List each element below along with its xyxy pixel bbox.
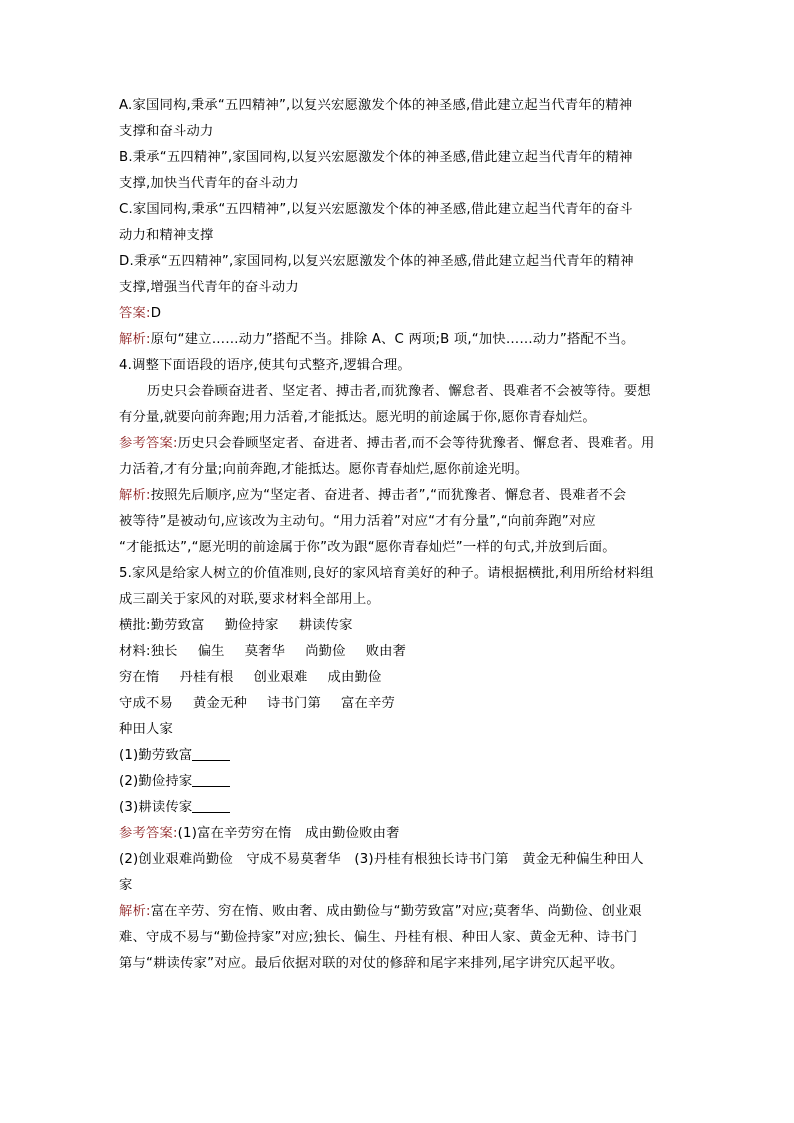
question-5-stem-line-1: 5.家风是给家人树立的价值准则,良好的家风培育美好的种子。请根据横批,利用所给材料组: [119, 566, 654, 581]
hengpi-label: 横批:: [119, 618, 151, 633]
q4-analysis-line-1: [119, 483, 677, 509]
answer-line: [119, 301, 677, 327]
material-line-1: [119, 639, 677, 665]
q5-reference-line-1: [119, 821, 677, 847]
hengpi-item: 勤俭持家: [224, 618, 279, 633]
analysis-text: 原句“建立……动力”搭配不当。排除 A、C 两项;B 项,“加快……动力”搭配不当。: [150, 332, 635, 347]
item-1-blank: [192, 744, 230, 761]
material-item: 丹桂有根: [179, 670, 234, 685]
material-item: 穷在惰: [119, 670, 160, 685]
material-line-3: [119, 691, 677, 717]
option-c-line-2: 动力和精神支撑: [119, 228, 214, 243]
analysis-label: 解析:: [119, 332, 151, 347]
q5-analysis-line-3: 第与“耕读传家”对应。最后依据对联的对仗的修辞和尾字来排列,尾字讲究仄起平收。: [119, 956, 624, 971]
hengpi-item: 耕读传家: [298, 618, 353, 633]
hengpi-item: 勤劳致富: [150, 618, 205, 633]
material-item: 守成不易: [119, 696, 173, 711]
q5-reference-line-3: 家: [119, 878, 133, 893]
q4-passage-line-2: 有分量,就要向前奔跑;用力活着,才能抵达。愿光明的前途属于你,愿你青春灿烂。: [119, 410, 596, 425]
answer-value: D: [150, 306, 162, 321]
item-1-line: [119, 743, 677, 769]
reference-label: 参考答案:: [119, 436, 178, 451]
option-a-line-1: A.家国同构,秉承“五四精神”,以复兴宏愿激发个体的神圣感,借此建立起当代青年的精神: [119, 98, 633, 113]
reference-text: 历史只会眷顾坚定者、奋进者、搏击者,而不会等待犹豫者、懈怠者、畏难者。用: [177, 436, 655, 451]
analysis-text: 富在辛劳、穷在惰、败由奢、成由勤俭与“勤劳致富”对应;莫奢华、尚勤俭、创业艰: [150, 904, 642, 919]
material-item: 尚勤俭: [305, 644, 346, 659]
answer-label: 答案:: [119, 306, 151, 321]
q4-passage-line-1: 历史只会眷顾奋进者、坚定者、搏击者,而犹豫者、懈怠者、畏难者不会被等待。要想: [147, 384, 651, 399]
material-item: 富在辛劳: [341, 696, 395, 711]
material-label: 材料:: [119, 644, 151, 659]
item-3-label: (3)耕读传家: [119, 800, 193, 815]
material-item: 黄金无种: [193, 696, 247, 711]
q5-analysis-line-1: [119, 899, 677, 925]
item-3-line: [119, 795, 677, 821]
reference-label: 参考答案:: [119, 826, 178, 841]
option-b-line-2: 支撑,加快当代青年的奋斗动力: [119, 176, 299, 191]
option-b-line-1: B.秉承“五四精神”,家国同构,以复兴宏愿激发个体的神圣感,借此建立起当代青年的精神: [119, 150, 633, 165]
q4-analysis-line-3: “才能抵达”,“愿光明的前途属于你”改为跟“愿你青春灿烂”一样的句式,并放到后面。: [119, 540, 616, 555]
material-item: 种田人家: [119, 722, 173, 737]
analysis-label: 解析:: [119, 904, 151, 919]
document-page: [119, 93, 677, 977]
material-item: 成由勤俭: [327, 670, 382, 685]
item-2-line: [119, 769, 677, 795]
option-d-line-1: D.秉承“五四精神”,家国同构,以复兴宏愿激发个体的神圣感,借此建立起当代青年的精神: [119, 254, 634, 269]
q4-reference-line-1: [119, 431, 677, 457]
analysis-label: 解析:: [119, 488, 151, 503]
item-2-blank: [192, 770, 230, 787]
material-item: 创业艰难: [253, 670, 308, 685]
material-item: 偏生: [197, 644, 225, 659]
material-line-4: [119, 717, 677, 743]
hengpi-line: [119, 613, 677, 639]
analysis-text: 按照先后顺序,应为“坚定者、奋进者、搏击者”,“而犹豫者、懈怠者、畏难者不会: [150, 488, 627, 503]
material-item: 诗书门第: [267, 696, 321, 711]
question-5-stem-line-2: 成三副关于家风的对联,要求材料全部用上。: [119, 592, 380, 607]
q5-analysis-line-2: 难、守成不易与“勤俭持家”对应;独长、偏生、丹桂有根、种田人家、黄金无种、诗书门: [119, 930, 638, 945]
question-4-stem: 4.调整下面语段的语序,使其句式整齐,逻辑合理。: [119, 358, 411, 373]
reference-text: (1)富在辛劳穷在惰 成由勤俭败由奢: [177, 826, 400, 841]
item-3-blank: [192, 796, 230, 813]
material-item: 莫奢华: [244, 644, 286, 659]
option-a-line-2: 支撑和奋斗动力: [119, 124, 214, 139]
item-2-label: (2)勤俭持家: [119, 774, 193, 789]
q4-analysis-line-2: 被等待”是被动句,应该改为主动句。“用力活着”对应“才有分量”,“向前奔跑”对应: [119, 514, 596, 529]
material-line-2: [119, 665, 677, 691]
item-1-label: (1)勤劳致富: [119, 748, 193, 763]
material-item: 败由奢: [365, 644, 407, 659]
q4-reference-line-2: 力活着,才有分量;向前奔跑,才能抵达。愿你青春灿烂,愿你前途光明。: [119, 462, 529, 477]
q5-reference-line-2: (2)创业艰难尚勤俭 守成不易莫奢华 (3)丹桂有根独长诗书门第 黄金无种偏生种田人: [119, 852, 644, 867]
material-item: 独长: [150, 644, 178, 659]
option-c-line-1: C.家国同构,秉承“五四精神”,以复兴宏愿激发个体的神圣感,借此建立起当代青年的奋斗: [119, 202, 633, 217]
analysis-line: [119, 327, 677, 353]
option-d-line-2: 支撑,增强当代青年的奋斗动力: [119, 280, 299, 295]
